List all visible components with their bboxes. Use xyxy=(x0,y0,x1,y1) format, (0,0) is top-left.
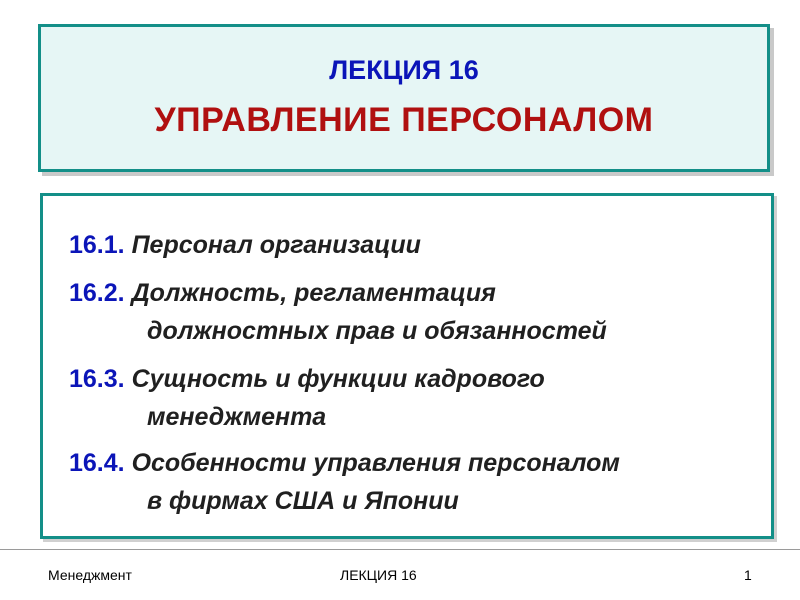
item-text: Должность, регламентация xyxy=(131,279,496,307)
item-text-continuation: должностных прав и обязанностей xyxy=(147,317,607,345)
footer-course: Менеджмент xyxy=(48,567,132,583)
item-text-continuation: в фирмах США и Японии xyxy=(147,487,459,515)
item-number: 16.1. xyxy=(69,231,125,259)
lecture-number: ЛЕКЦИЯ 16 xyxy=(329,55,479,85)
item-text: Особенности управления персоналом xyxy=(131,449,620,477)
item-text: Сущность и функции кадрового xyxy=(131,365,545,393)
item-number: 16.4. xyxy=(69,449,125,477)
item-text-continuation: менеджмента xyxy=(147,403,327,431)
list-item xyxy=(69,274,607,350)
contents-box xyxy=(40,193,774,539)
footer-divider xyxy=(0,549,800,550)
list-item xyxy=(69,226,421,264)
list-item xyxy=(69,360,545,436)
footer-lecture: ЛЕКЦИЯ 16 xyxy=(340,567,417,583)
list-item xyxy=(69,444,620,520)
slide-number: 1 xyxy=(744,567,752,583)
item-number: 16.2. xyxy=(69,279,125,307)
item-number: 16.3. xyxy=(69,365,125,393)
title-box xyxy=(38,24,770,172)
item-text: Персонал организации xyxy=(131,231,421,259)
lecture-title: УПРАВЛЕНИЕ ПЕРСОНАЛОМ xyxy=(154,101,654,139)
